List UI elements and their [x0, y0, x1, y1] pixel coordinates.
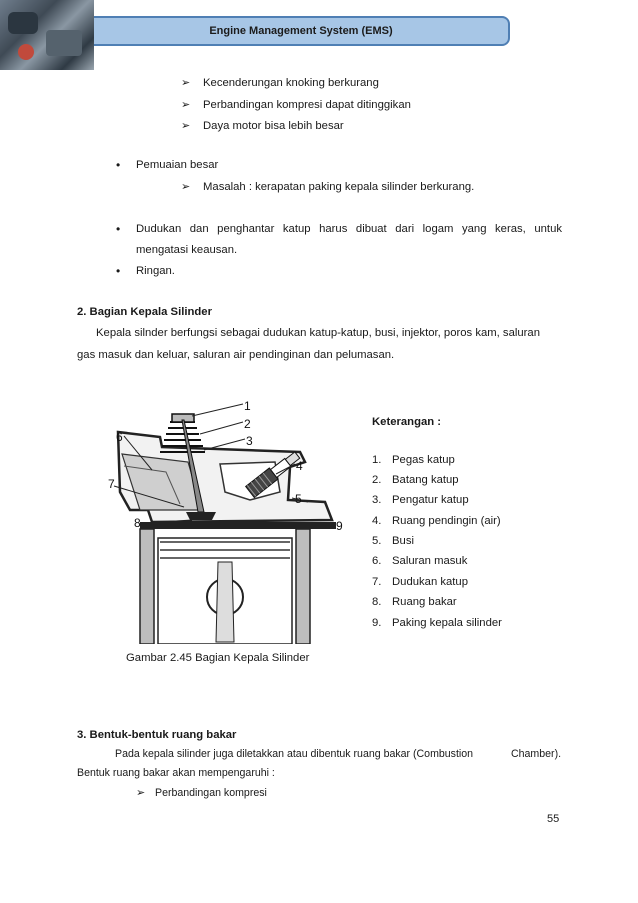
arrow-bullet-icon: ➢	[181, 181, 191, 193]
legend-title: Keterangan :	[372, 416, 442, 428]
arrow-bullet-icon: ➢	[136, 787, 146, 799]
legend-item: Dudukan katup	[392, 576, 468, 588]
legend-number: 2.	[372, 474, 382, 486]
arrow-bullet-icon: ➢	[181, 120, 191, 132]
cylinder-head-diagram	[100, 392, 350, 644]
legend-item: Saluran masuk	[392, 555, 468, 567]
list-item: Perbandingan kompresi	[155, 787, 267, 799]
legend-number: 7.	[372, 576, 382, 588]
legend-number: 9.	[372, 617, 382, 629]
paragraph-line: Kepala silnder berfungsi sebagai dudukan katup-katup, busi, injektor, poros kam, saluran	[96, 327, 540, 339]
callout-label: 4	[296, 459, 303, 473]
arrow-bullet-icon: ➢	[181, 99, 191, 111]
callout-label: 6	[116, 430, 123, 444]
paragraph-line: Bentuk ruang bakar akan mempengaruhi :	[77, 767, 275, 779]
legend-item: Ruang bakar	[392, 596, 457, 608]
legend-number: 3.	[372, 494, 382, 506]
dot-bullet-icon: •	[116, 158, 121, 172]
list-item: Perbandingan kompresi dapat ditinggikan	[203, 99, 411, 111]
legend-item: Paking kepala silinder	[392, 617, 502, 629]
legend-number: 8.	[372, 596, 382, 608]
list-item: Ringan.	[136, 265, 175, 277]
header-title: Engine Management System (EMS)	[209, 25, 393, 37]
callout-label: 9	[336, 519, 343, 533]
legend-item: Batang katup	[392, 474, 459, 486]
legend-number: 4.	[372, 515, 382, 527]
list-item: Daya motor bisa lebih besar	[203, 120, 344, 132]
list-item: Dudukan dan penghantar katup harus dibuat dari logam yang keras, untuk	[136, 223, 562, 235]
legend-item: Busi	[392, 535, 414, 547]
dot-bullet-icon: •	[116, 222, 121, 236]
list-item: Kecenderungan knoking berkurang	[203, 77, 379, 89]
dot-bullet-icon: •	[116, 264, 121, 278]
page-number: 55	[547, 813, 560, 825]
callout-label: 3	[246, 434, 253, 448]
section-heading: 3. Bentuk-bentuk ruang bakar	[77, 729, 237, 741]
list-item: Pemuaian besar	[136, 159, 219, 171]
callout-label: 7	[108, 477, 115, 491]
arrow-bullet-icon: ➢	[181, 77, 191, 89]
list-item-continuation: mengatasi keausan.	[136, 244, 238, 256]
list-item: Masalah : kerapatan paking kepala silinder berkurang.	[203, 181, 475, 193]
paragraph-line: gas masuk dan keluar, saluran air pendinginan dan pelumasan.	[77, 349, 395, 361]
paragraph-line-end: Chamber).	[511, 748, 562, 760]
callout-label: 5	[295, 492, 302, 506]
legend-number: 6.	[372, 555, 382, 567]
legend-item: Ruang pendingin (air)	[392, 515, 501, 527]
header-banner	[94, 16, 510, 46]
section-heading: 2. Bagian Kepala Silinder	[77, 306, 212, 318]
figure-caption: Gambar 2.45 Bagian Kepala Silinder	[126, 652, 310, 664]
paragraph-line: Pada kepala silinder juga diletakkan atau dibentuk ruang bakar (Combustion	[115, 748, 474, 760]
callout-label: 8	[134, 516, 141, 530]
legend-item: Pegas katup	[392, 454, 455, 466]
callout-label: 2	[244, 417, 251, 431]
legend-item: Pengatur katup	[392, 494, 469, 506]
legend-number: 5.	[372, 535, 382, 547]
header-photo	[0, 0, 94, 70]
callout-label: 1	[244, 399, 251, 413]
legend-number: 1.	[372, 454, 382, 466]
